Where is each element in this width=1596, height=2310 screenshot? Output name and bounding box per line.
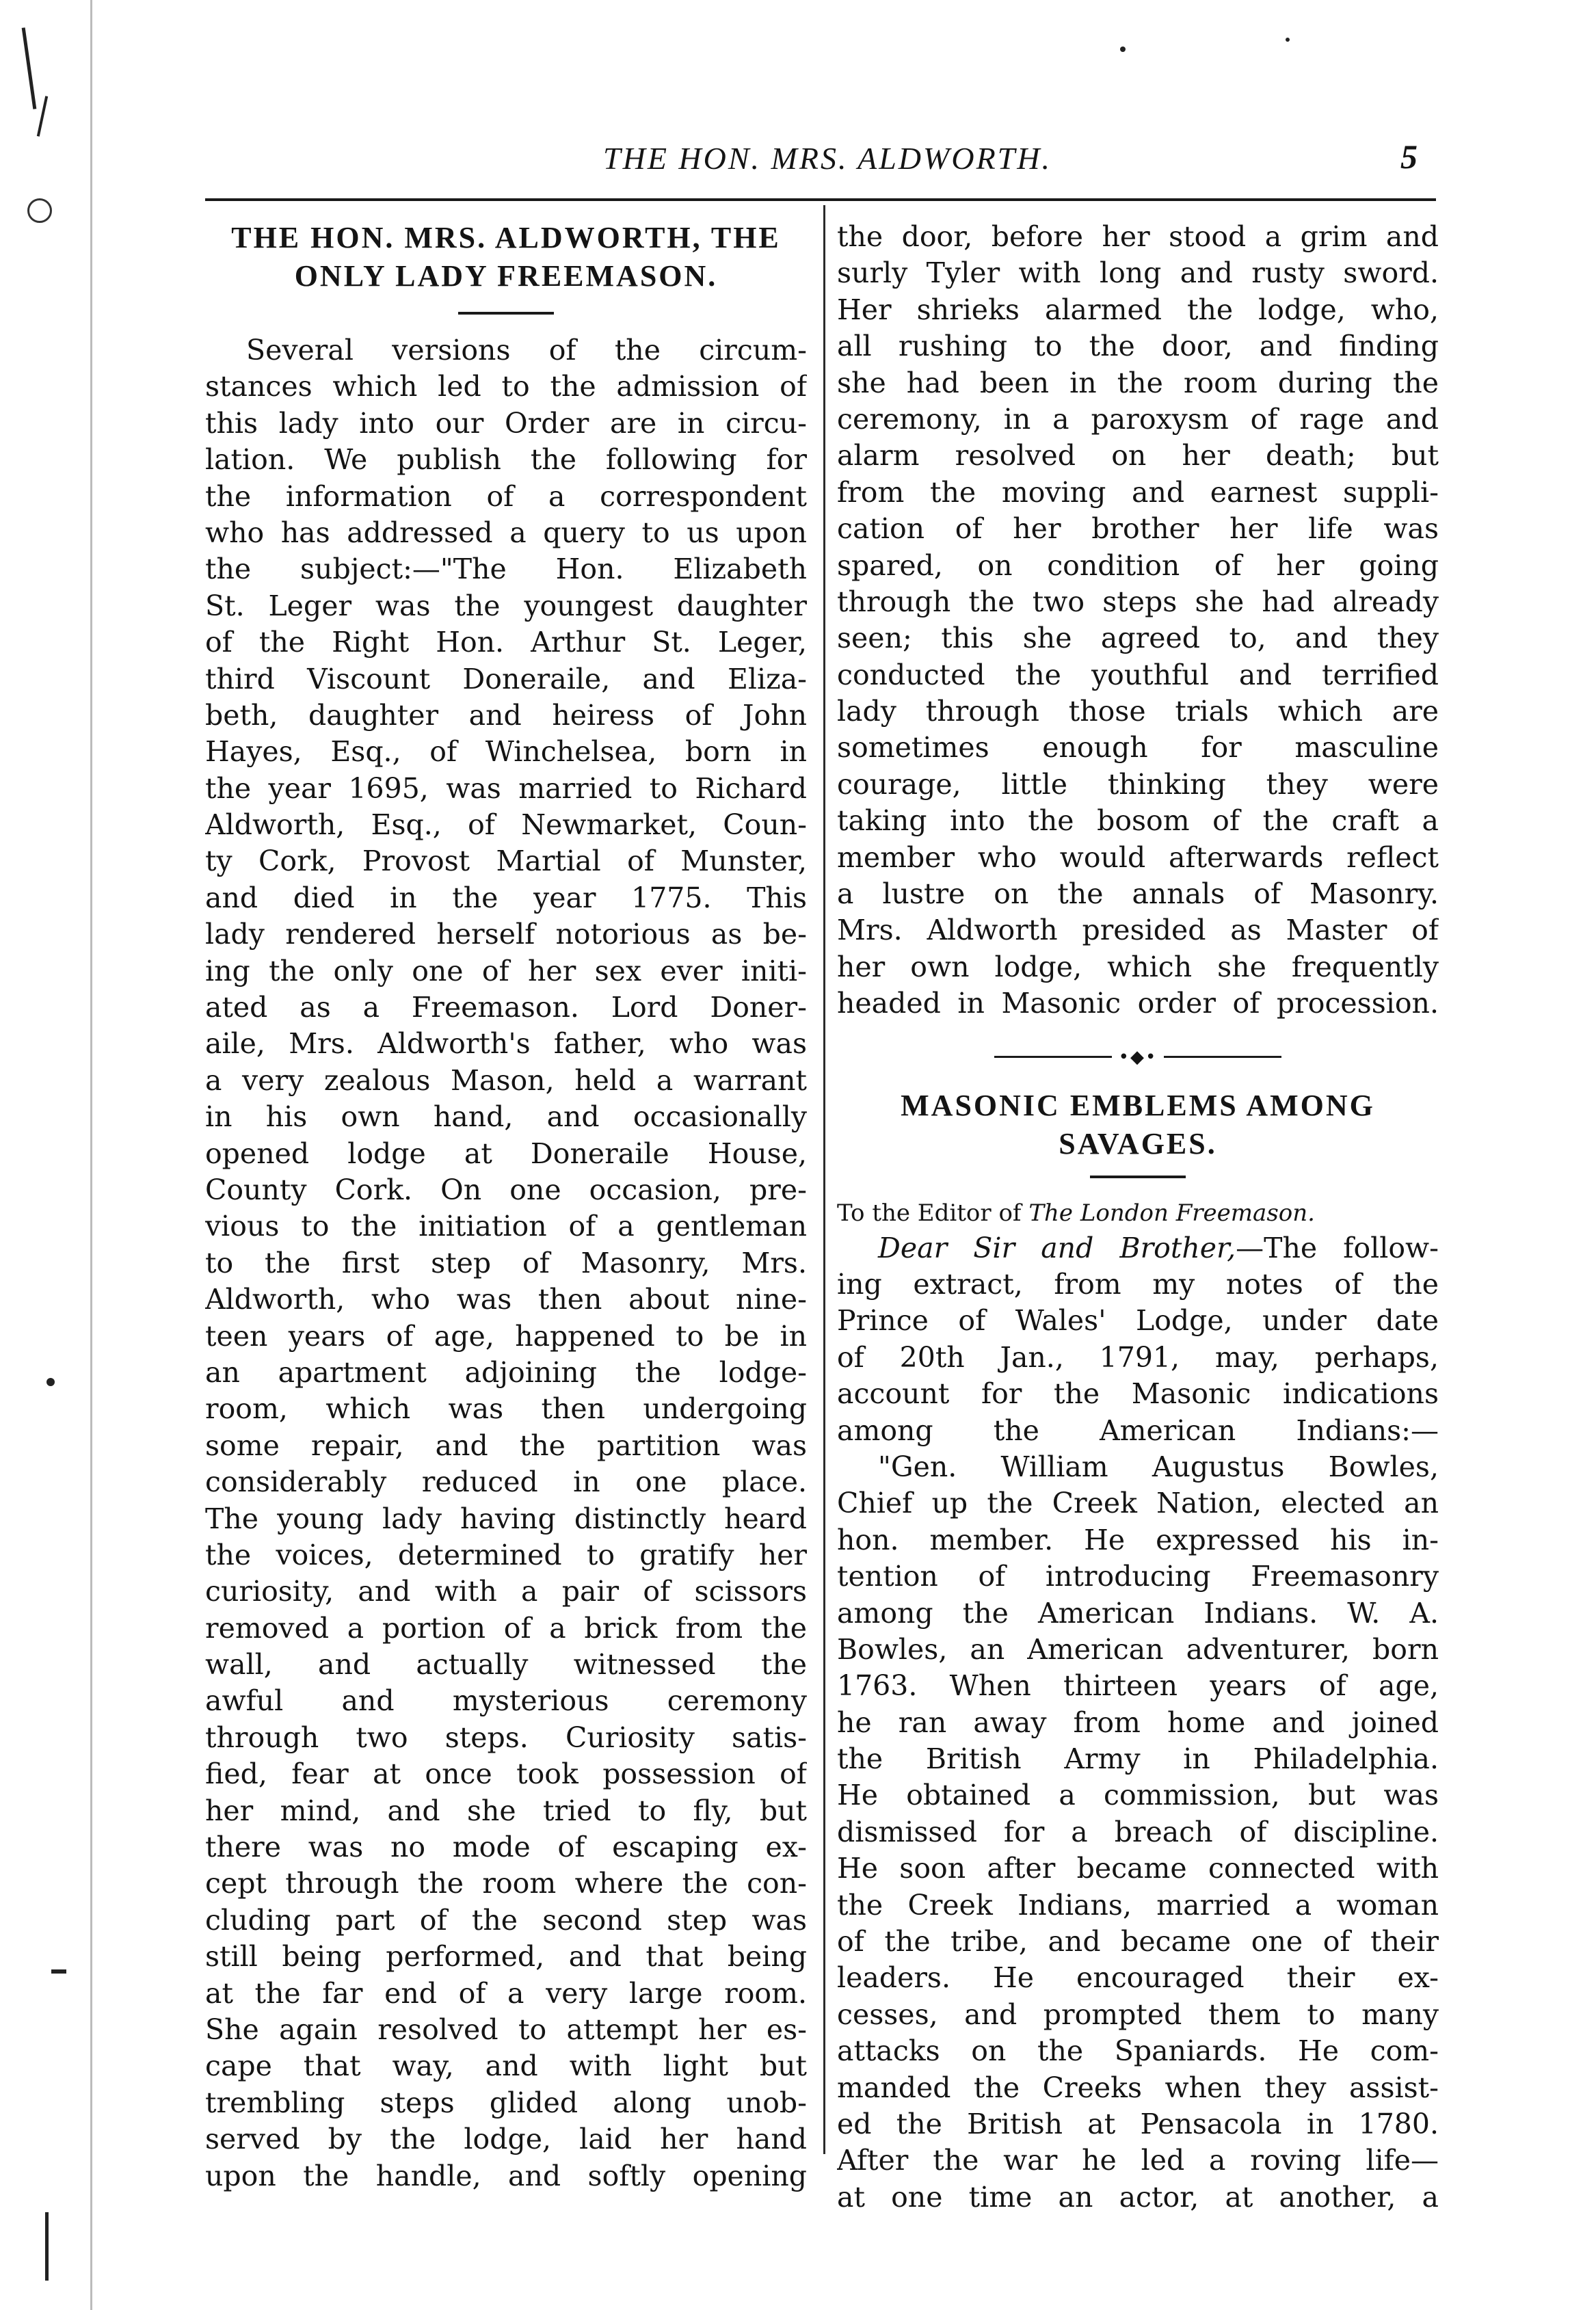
text-line: He obtained a commission, but was [837,1779,1439,1812]
margin-mark [90,0,92,2310]
text-line: sometimes enough for masculine [837,731,1439,765]
text-line: County Cork. On one occasion, pre- [205,1173,807,1206]
text-line: her own lodge, which she frequently [837,950,1439,983]
second-article-title [837,1087,1439,1163]
text-line: dismissed for a breach of discipline. [837,1815,1439,1848]
salutation: Dear Sir and Brother, [878,1231,1236,1264]
text-line: at one time an actor, at another, a [837,2180,1439,2214]
ornamental-rule [994,1048,1281,1066]
text-line: still being performed, and that being [205,1940,807,1974]
text-line: Bowles, an American adventurer, born [837,1632,1439,1666]
text-line: a lustre on the annals of Masonry. [837,877,1439,911]
text-line: conducted the youthful and terrified [837,658,1439,691]
text-line: St. Leger was the youngest daughter [205,589,807,622]
text-line: spared, on condition of her going [837,548,1439,582]
text-line: hon. member. He expressed his in- [837,1523,1439,1556]
text-line: lady through those trials which are [837,695,1439,728]
text-line: her mind, and she tried to fly, but [205,1794,807,1827]
text-line: She again resolved to attempt her es- [205,2013,807,2046]
text-line: she had been in the room during the [837,366,1439,399]
text-line: opened lodge at Doneraile House, [205,1137,807,1170]
margin-mark [45,2212,49,2281]
text-line: member who would afterwards reflect [837,840,1439,874]
text-line: aile, Mrs. Aldworth's father, who was [205,1027,807,1061]
text-line: Aldworth, Esq., of Newmarket, Coun- [205,808,807,842]
text-line: "Gen. William Augustus Bowles, [878,1450,1439,1483]
text-line: stances which led to the admission of [205,370,807,403]
rule-line [1164,1056,1281,1058]
binding-hole-icon [27,198,52,223]
text-line: Prince of Wales' Lodge, under date [837,1304,1439,1338]
text-line: Hayes, Esq., of Winchelsea, born in [205,735,807,769]
text-line: ing extract, from my notes of the [837,1267,1439,1301]
header-rule [205,198,1436,201]
text-line: curiosity, and with a pair of scissors [205,1575,807,1608]
letter-address [837,1196,1439,1230]
text-line: Her shrieks alarmed the lodge, who, [837,293,1439,326]
text-line: beth, daughter and heiress of John [205,698,807,732]
text-line: in his own hand, and occasionally [205,1100,807,1134]
journal-name: The London Freemason. [1028,1199,1315,1227]
column-divider [823,205,825,2154]
text-line: seen; this she agreed to, and they [837,622,1439,655]
text-line: of 20th Jan., 1791, may, perhaps, [837,1340,1439,1374]
stray-dot [1286,38,1290,42]
text-line: an apartment adjoining the lodge- [205,1355,807,1389]
text-line: cluding part of the second step was [205,1903,807,1937]
text-line [837,1230,1439,1266]
text-line: wall, and actually witnessed the [205,1648,807,1682]
text-line: Several versions of the circum- [246,334,807,367]
margin-dot [46,1378,55,1386]
text-line: awful and mysterious ceremony [205,1684,807,1718]
text-fragment: —The follow- [1236,1231,1439,1264]
text-line: ing the only one of her sex ever initi- [205,954,807,987]
text-line: removed a portion of a brick from the [205,1611,807,1645]
text-line: the voices, determined to gratify her [205,1538,807,1571]
title-line: MASONIC EMBLEMS AMONG [901,1088,1375,1122]
text-line: and died in the year 1775. This [205,881,807,914]
text-line: there was no mode of escaping ex- [205,1831,807,1864]
title-rule [458,312,554,315]
page-number: 5 [1400,137,1418,176]
left-column [205,219,807,2194]
title-line: THE HON. MRS. ALDWORTH, THE [231,221,781,254]
text-line: the British Army in Philadelphia. [837,1742,1439,1776]
text-line: ated as a Freemason. Lord Doner- [205,991,807,1024]
editor-prefix: To the Editor of [837,1199,1029,1227]
text-line: upon the handle, and softly opening [205,2159,807,2192]
text-line: account for the Masonic indications [837,1377,1439,1411]
text-line: among the American Indians. W. A. [837,1596,1439,1630]
text-line: served by the lodge, laid her hand [205,2123,807,2156]
text-line: The young lady having distinctly heard [205,1502,807,1535]
text-line: the information of a correspondent [205,479,807,513]
text-line: the year 1695, was married to Richard [205,771,807,805]
text-line: manded the Creeks when they assist- [837,2071,1439,2104]
text-line: the subject:—"The Hon. Elizabeth [205,553,807,586]
text-line: all rushing to the door, and finding [837,330,1439,363]
text-line: some repair, and the partition was [205,1429,807,1462]
text-line: who has addressed a query to us upon [205,516,807,549]
article-title [205,219,807,295]
text-line: to the first step of Masonry, Mrs. [205,1246,807,1279]
text-line: leaders. He encouraged their ex- [837,1961,1439,1995]
text-line: at the far end of a very large room. [205,1976,807,2010]
text-line: surly Tyler with long and rusty sword. [837,256,1439,290]
margin-mark [51,1969,66,1974]
text-line: Chief up the Creek Nation, elected an [837,1487,1439,1520]
text-line: cape that way, and with light but [205,2049,807,2083]
ornament-icon: •◆• [1118,1046,1158,1067]
text-line: After the war he led a roving life— [837,2144,1439,2177]
rule-line [994,1056,1112,1058]
text-line: cation of her brother her life was [837,512,1439,546]
text-line: teen years of age, happened to be in [205,1319,807,1353]
text-line: ceremony, in a paroxysm of rage and [837,402,1439,436]
text-line: headed in Masonic order of procession. [837,987,1439,1020]
text-line: of the Right Hon. Arthur St. Leger, [205,626,807,659]
text-line: tention of introducing Freemasonry [837,1560,1439,1593]
text-line: courage, little thinking they were [837,767,1439,801]
text-line: lady rendered herself notorious as be- [205,918,807,951]
text-line: third Viscount Doneraile, and Eliza- [205,662,807,695]
text-line: He soon after became connected with [837,1852,1439,1885]
text-line: room, which was then undergoing [205,1392,807,1426]
text-line: lation. We publish the following for [205,443,807,477]
text-line: ty Cork, Provost Martial of Munster, [205,845,807,878]
stray-dot [1120,47,1126,52]
text-line: 1763. When thirteen years of age, [837,1669,1439,1703]
text-line: Mrs. Aldworth presided as Master of [837,914,1439,947]
text-line: of the tribe, and became one of their [837,1925,1439,1959]
text-line: from the moving and earnest suppli- [837,475,1439,509]
article-body-continued [837,219,1439,1022]
text-line: a very zealous Mason, held a warrant [205,1063,807,1097]
text-line: cesses, and prompted them to many [837,1997,1439,2031]
text-line: he ran away from home and joined [837,1705,1439,1739]
text-line: trembling steps glided along unob- [205,2086,807,2119]
title-line: SAVAGES. [1059,1126,1217,1160]
margin-mark [37,96,48,137]
text-line: attacks on the Spaniards. He com- [837,2034,1439,2068]
text-line: through two steps. Curiosity satis- [205,1721,807,1754]
text-line: cept through the room where the con- [205,1867,807,1900]
title-line: ONLY LADY FREEMASON. [294,259,718,293]
text-line: considerably reduced in one place. [205,1465,807,1499]
article-body [205,332,807,2194]
letter-body [837,1230,1439,2216]
text-line: fied, fear at once took possession of [205,1757,807,1791]
text-line: the door, before her stood a grim and [837,220,1439,253]
margin-mark [22,27,37,109]
running-head: THE HON. MRS. ALDWORTH. [603,141,1052,176]
text-line: Aldworth, who was then about nine- [205,1283,807,1316]
text-line: taking into the bosom of the craft a [837,804,1439,838]
text-line: vious to the initiation of a gentleman [205,1210,807,1243]
text-line: ed the British at Pensacola in 1780. [837,2107,1439,2140]
text-line: the Creek Indians, married a woman [837,1888,1439,1922]
text-line: alarm resolved on her death; but [837,439,1439,473]
text-line: among the American Indians:— [837,1413,1439,1447]
text-line: through the two steps she had already [837,585,1439,618]
right-column [837,219,1439,2216]
text-line: this lady into our Order are in circu- [205,406,807,440]
title-rule [1090,1176,1186,1178]
